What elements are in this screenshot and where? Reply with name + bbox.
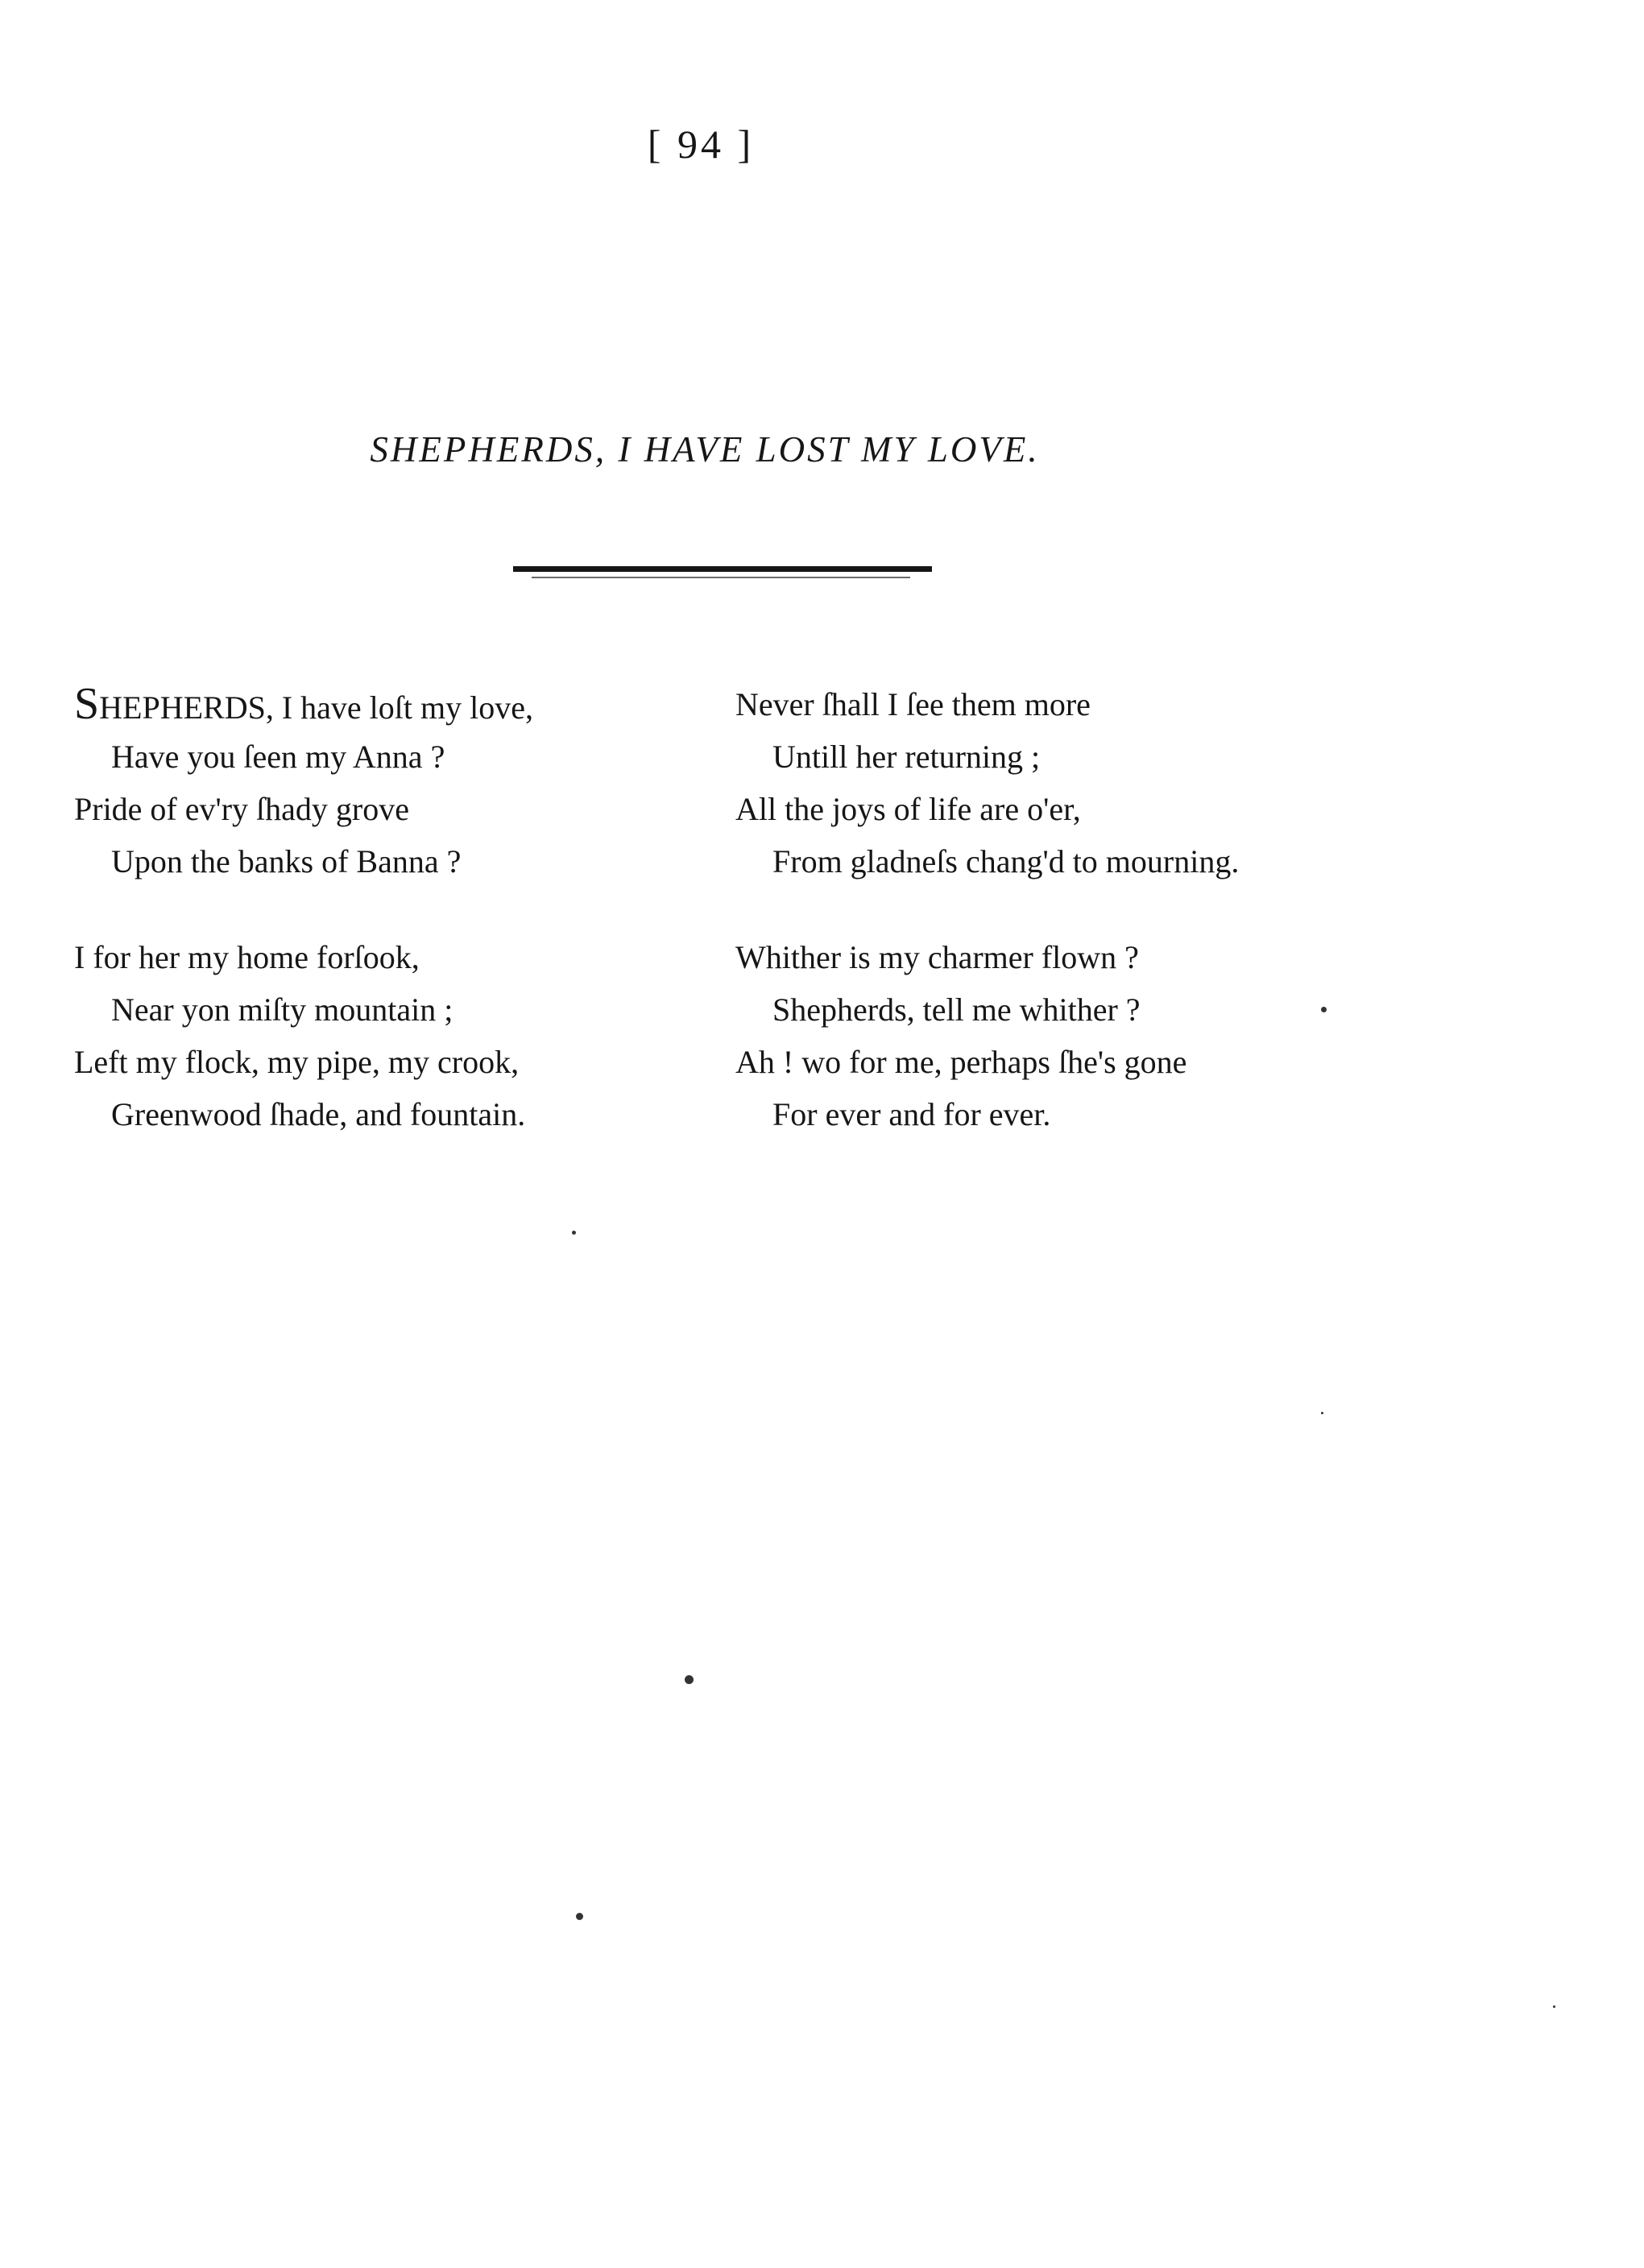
scan-speck xyxy=(576,1913,583,1920)
verse-line: I for her my home forſook, xyxy=(74,939,420,975)
stanza xyxy=(735,931,1348,1140)
scan-speck xyxy=(1553,2005,1555,2008)
verse-line: Left my flock, my pipe, my crook, xyxy=(74,1044,520,1080)
verse-line: From gladneſs chang'd to mourning. xyxy=(772,843,1240,879)
verse-line: Ah ! wo for me, perhaps ſhe's gone xyxy=(735,1044,1187,1080)
title-rule xyxy=(513,566,932,572)
page-number: [ 94 ] xyxy=(647,122,755,167)
drop-cap: S xyxy=(74,679,100,729)
verse-line: For ever and for ever. xyxy=(772,1096,1051,1132)
scan-speck xyxy=(1321,1412,1323,1414)
stanza xyxy=(735,678,1348,888)
scan-speck xyxy=(572,1231,576,1235)
verse-line: Shepherds, tell me whither ? xyxy=(772,991,1141,1028)
verse-line: All the joys of life are o'er, xyxy=(735,791,1081,827)
verse-line xyxy=(74,678,670,730)
stanza xyxy=(74,931,670,1140)
scan-speck xyxy=(685,1675,694,1684)
title-rule-thin xyxy=(532,577,910,578)
verse-line: Whither is my charmer flown ? xyxy=(735,939,1139,975)
verse-line: Never ſhall I ſee them more xyxy=(735,686,1091,722)
stanza xyxy=(74,678,670,888)
verse-line: Upon the banks of Banna ? xyxy=(111,843,462,879)
verse-line: Pride of ev'ry ſhady grove xyxy=(74,791,409,827)
poem-title: SHEPHERDS, I HAVE LOST MY LOVE. xyxy=(370,429,1040,470)
scan-speck xyxy=(1321,1007,1327,1012)
verse-line: Have you ſeen my Anna ? xyxy=(111,739,445,775)
verse-line: Untill her returning ; xyxy=(772,739,1041,775)
poem-left-column xyxy=(74,678,670,1184)
verse-line-text: HEPHERDS, I have loſt my love, xyxy=(99,689,534,726)
verse-line: Greenwood ſhade, and fountain. xyxy=(111,1096,526,1132)
poem-right-column xyxy=(735,678,1348,1184)
verse-line: Near yon miſty mountain ; xyxy=(111,991,453,1028)
